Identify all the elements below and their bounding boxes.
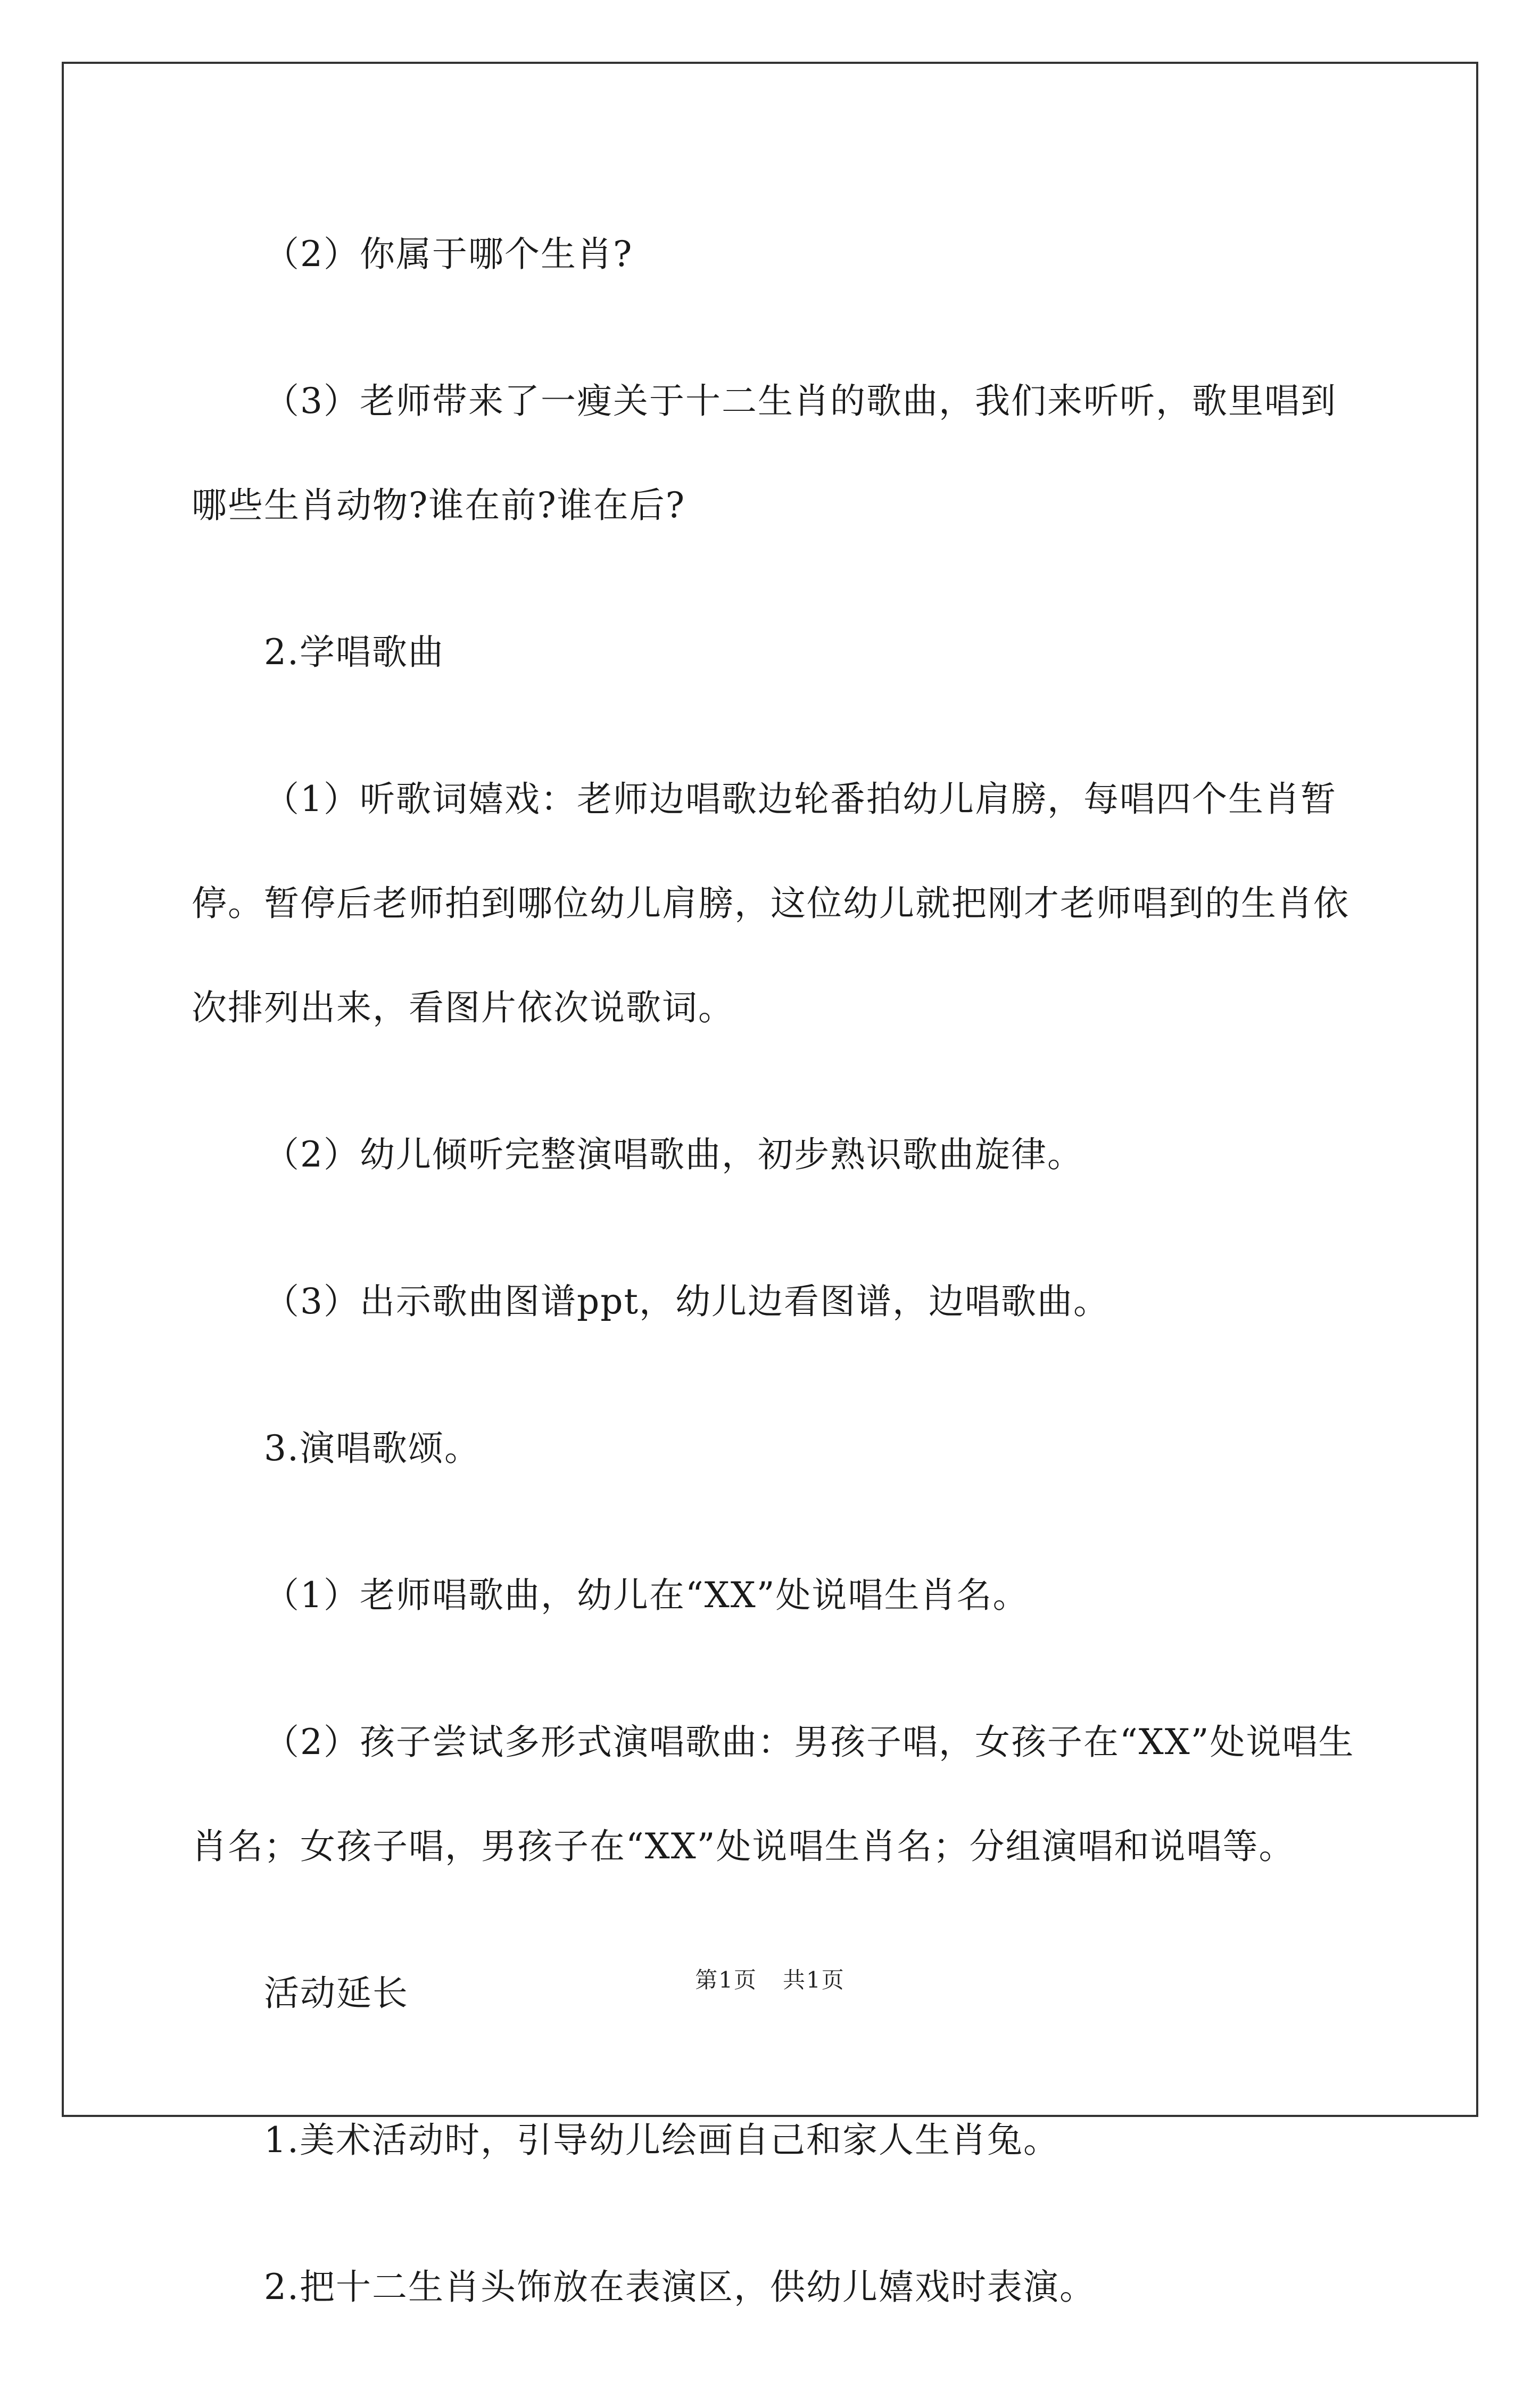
paragraph-question-zodiac: （2）你属于哪个生肖? — [264, 234, 633, 275]
paragraph-art-activity: 1.美术活动时，引导幼儿绘画自己和家人生肖兔。 — [264, 2120, 1059, 2161]
paragraph-teacher-song: （3）老师带来了一瘦关于十二生肖的歌曲，我们来听听，歌里唱到哪些生肖动物?谁在前?谁在后? — [192, 381, 1337, 526]
page-number-total: 共1页 — [783, 1967, 845, 1993]
paragraph-listen-song: （2）幼儿倾听完整演唱歌曲，初步熟识歌曲旋律。 — [264, 1134, 1083, 1175]
paragraph-headwear: 2.把十二生肖头饰放在表演区，供幼儿嬉戏时表演。 — [264, 2267, 1096, 2307]
page-footer — [0, 1963, 1540, 1995]
section-heading-learn-song: 2.学唱歌曲 — [264, 632, 444, 673]
paragraph-multi-form: （2）孩子尝试多形式演唱歌曲：男孩子唱，女孩子在“XX”处说唱生肖名；女孩子唱，男孩子在“XX”处说唱生肖名；分组演唱和说唱等。 — [192, 1722, 1355, 1867]
paragraph-lyrics-game: （1）听歌词嬉戏：老师边唱歌边轮番拍幼儿肩膀，每唱四个生肖暂停。暂停后老师拍到哪位幼儿肩膀，这位幼儿就把刚才老师唱到的生肖依次排列出来，看图片依次说歌词。 — [192, 779, 1349, 1028]
section-heading-extension: 活动延长 — [264, 1973, 409, 2014]
section-heading-perform: 3.演唱歌颂。 — [264, 1428, 481, 1469]
page-number-current: 第1页 — [695, 1967, 757, 1993]
paragraph-show-score: （3）出示歌曲图谱ppt，幼儿边看图谱，边唱歌曲。 — [264, 1281, 1110, 1322]
paragraph-teacher-sings: （1）老师唱歌曲，幼儿在“XX”处说唱生肖名。 — [264, 1575, 1029, 1616]
document-body — [192, 202, 1357, 2382]
